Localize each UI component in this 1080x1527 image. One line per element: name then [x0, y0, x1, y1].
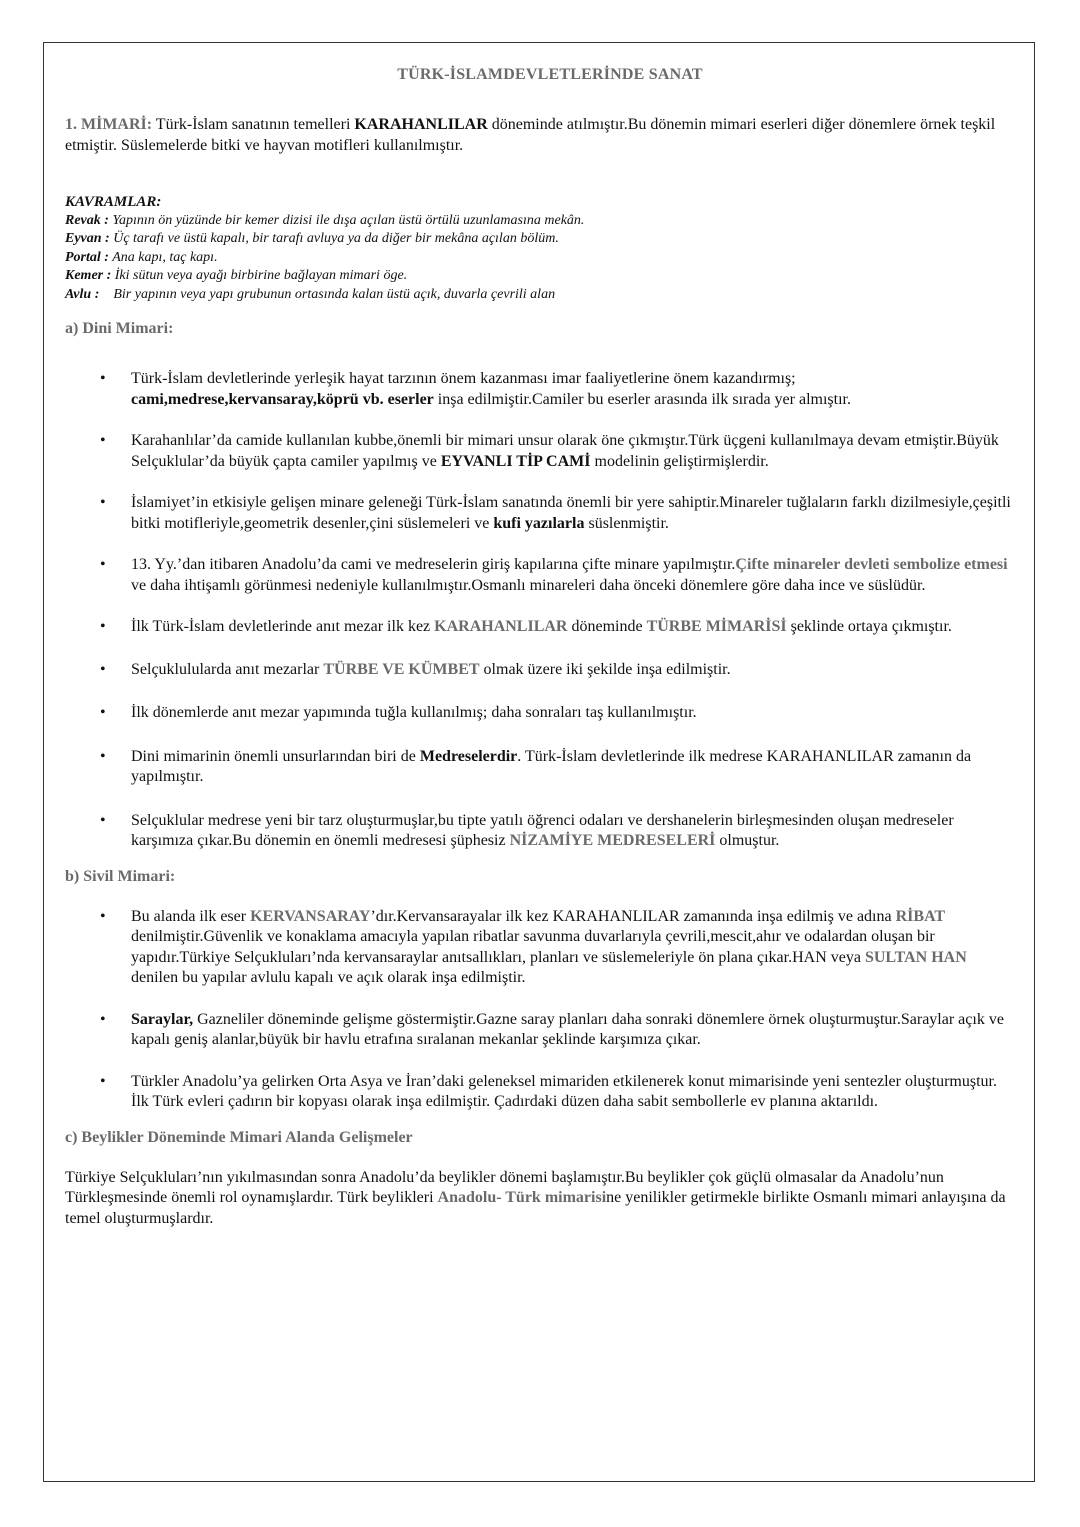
list-item: • Karahanlılar’da camide kullanılan kubbe,önemli bir mimari unsur olarak öne çıkmıştır.Türk üçgeni kullanılmaya devam etmiştir.Büyük Selçuklular’da büyük çapta camiler yapılmış ve EYVANLI TİP CAMİ modelinin geliştirmişlerdir. — [100, 432, 999, 470]
section-heading-sivil: b) Sivil Mimari: — [65, 867, 176, 885]
intro-paragraph: 1. MİMARİ: Türk-İslam sanatının temelleri KARAHANLILAR döneminde atılmıştır.Bu dönemin mimari eserleri diğer dönemlere örnek teşkil etmiştir. Süslemelerde bitki ve hayvan motifleri kullanılmıştır. — [65, 116, 996, 154]
list-item: • Bu alanda ilk eser KERVANSARAY’dır.Kervansarayalar ilk kez KARAHANLILAR zamanında inşa edilmiş ve adına RİBAT denilmiştir.Güvenlik ve konaklama amacıyla yapılan ribatlar savunma duvarlarıyla çevrili,mescit,ahır ve odalardan oluşan bir yapıdır.Türkiye Selçukluları’nda kervansaraylar anıtsallıkları, planları ve süslemeleriyle ön plana çıkar.HAN veya SULTAN HAN denilen bu yapılar avlulu kapalı ve açık olarak inşa edilmiştir. — [100, 907, 967, 986]
section-heading-beylikler: c) Beylikler Döneminde Mimari Alanda Gelişmeler — [65, 1128, 413, 1146]
bullet-icon: • — [100, 1072, 106, 1090]
list-item: • Selçuklular medrese yeni bir tarz oluşturmuşlar,bu tipte yatılı öğrenci odaları ve dershanelerin birleşmesinden oluşan medreseler karşımıza çıkar.Bu dönemin en önemli medresesi şüphesiz NİZAMİYE MEDRESELERİ olmuştur. — [100, 811, 954, 849]
kavramlar-heading: KAVRAMLAR: — [65, 194, 162, 210]
section-heading-mimari: 1. MİMARİ: — [65, 116, 153, 133]
bullet-icon: • — [100, 618, 106, 635]
kavram-kemer: Kemer : İki sütun veya ayağı birbirine bağlayan mimari öge. — [65, 268, 408, 283]
bullet-icon: • — [100, 432, 106, 449]
list-item: • İlk dönemlerde anıt mezar yapımında tuğla kullanılmış; daha sonraları taş kullanılmıştır. — [65, 703, 1015, 724]
document-body — [65, 62, 1015, 1229]
sivil-mimari-list — [65, 907, 1015, 1113]
kavram-eyvan: Eyvan : Üç tarafı ve üstü kapalı, bir tarafı avluya ya da diğer bir mekâna açılan bölüm. — [65, 231, 559, 246]
bullet-icon: • — [100, 494, 106, 511]
bullet-icon: • — [100, 370, 106, 387]
bullet-icon: • — [100, 660, 106, 678]
list-item: • İlk Türk-İslam devletlerinde anıt mezar ilk kez KARAHANLILAR döneminde TÜRBE MİMARİSİ şeklinde ortaya çıkmıştır. — [65, 617, 1015, 638]
bullet-icon: • — [100, 1010, 106, 1028]
list-item: • Selçuklulularda anıt mezarlar TÜRBE VE KÜMBET olmak üzere iki şekilde inşa edilmiştir. — [65, 660, 1015, 681]
section-heading-dini: a) Dini Mimari: — [65, 320, 174, 337]
bullet-icon: • — [100, 556, 106, 573]
kavramlar-block — [65, 193, 1015, 304]
list-item: • Saraylar, Gazneliler döneminde gelişme göstermiştir.Gazne saray planları daha sonraki dönemlere örnek oluşturmuştur.Saraylar açık ve kapalı geniş alanlar,büyük bir havlu etrafına sıralanan mekanlar şeklinde karşımıza çıkar. — [100, 1010, 1004, 1048]
dini-mimari-list — [65, 369, 1015, 852]
kavram-revak: Revak : Yapının ön yüzünde bir kemer dizisi ile dışa açılan üstü örtülü uzunlamasına mekân. — [65, 212, 585, 228]
kavram-portal: Portal : Ana kapı, taç kapı. — [65, 249, 218, 265]
document-title: TÜRK-İSLAMDEVLETLERİNDE SANAT — [397, 66, 703, 83]
list-item: • İslamiyet’in etkisiyle gelişen minare geleneği Türk-İslam sanatında önemli bir yere sahiptir.Minareler tuğlaların farklı dizilmesiyle,çeşitli bitki motifleriyle,geometrik desenler,çini süslemeleri ve kufi yazılarla süslenmiştir. — [100, 494, 1011, 532]
bullet-icon: • — [100, 747, 106, 765]
kavram-avlu: Avlu : Bir yapının veya yapı grubunun ortasında kalan üstü açık, duvarla çevrili alan — [65, 286, 556, 302]
list-item: • Türkler Anadolu’ya gelirken Orta Asya ve İran’daki geleneksel mimariden etkilenerek konut mimarisinde yeni sentezler oluşturmuştur. İlk Türk evleri çadırın bir kopyası olarak inşa edilmiştir. Çadırdaki düzen daha sabit sembollerle ev planına aktarıldı. — [100, 1072, 997, 1110]
bullet-icon: • — [100, 811, 106, 829]
bullet-icon: • — [100, 907, 106, 925]
beylikler-paragraph: Türkiye Selçukluları’nın yıkılmasından sonra Anadolu’da beylikler dönemi başlamıştır.Bu beylikler çok güçlü olmasalar da Anadolu’nun Türkleşmesinde önemli rol oynamışlardır. Türk beylikleri Anadolu- Türk mimarisine yenilikler getirmekle birlikte Osmanlı mimari anlayışına da temel oluşturmuşlardır. — [65, 1168, 1006, 1227]
list-item: • Türk-İslam devletlerinde yerleşik hayat tarzının önem kazanması imar faaliyetlerine önem kazandırmış; cami,medrese,kervansaray,köprü vb. eserler inşa edilmiştir.Camiler bu eserler arasında ilk sırada yer almıştır. — [100, 370, 851, 408]
list-item: • 13. Yy.’dan itibaren Anadolu’da cami ve medreselerin giriş kapılarına çifte minare yapılmıştır.Çifte minareler devleti sembolize etmesi ve daha ihtişamlı görünmesi nedeniyle kullanılmıştır.Osmanlı minareleri daha önceki dönemlere göre daha ince ve süslüdür. — [100, 556, 1008, 594]
list-item: • Dini mimarinin önemli unsurlarından biri de Medreselerdir. Türk-İslam devletlerinde ilk medrese KARAHANLILAR zamanın da yapılmıştır. — [100, 747, 972, 785]
bullet-icon: • — [100, 704, 106, 721]
